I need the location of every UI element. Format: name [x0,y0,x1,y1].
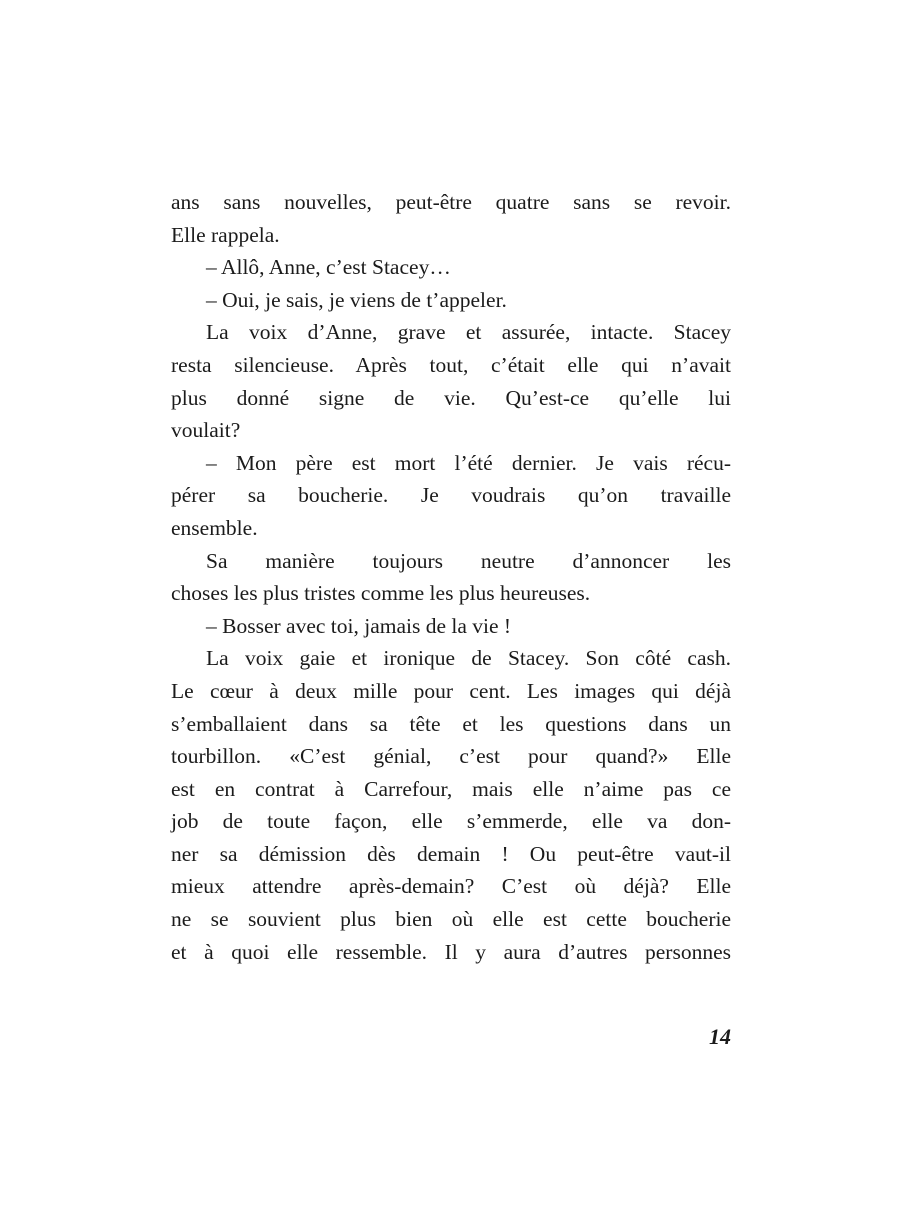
text-line: Elle rappela. [171,222,280,247]
text-line: La voix gaie et ironique de Stacey. Son côté cash. [206,646,731,671]
text-line: – Oui, je sais, je viens de t’appeler. [206,287,507,312]
text-line: voulait? [171,418,241,443]
text-line: est en contrat à Carrefour, mais elle n’aime pas ce [171,776,731,801]
text-line: s’emballaient dans sa tête et les questions dans un [171,711,731,736]
text-line: plus donné signe de vie. Qu’est-ce qu’elle lui [171,385,731,410]
text-line: resta silencieuse. Après tout, c’était elle qui n’avait [171,352,731,377]
body-text [171,186,731,968]
text-line: tourbillon. «C’est génial, c’est pour quand?» Elle [171,744,731,769]
text-line: ner sa démission dès demain ! Ou peut-être vaut-il [171,841,731,866]
text-line: ensemble. [171,515,258,540]
text-line: Le cœur à deux mille pour cent. Les images qui déjà [171,678,731,703]
text-line: La voix d’Anne, grave et assurée, intacte. Stacey [206,320,731,345]
text-line: et à quoi elle ressemble. Il y aura d’autres personnes [171,939,731,964]
page-number: 14 [709,1024,731,1049]
text-line: – Allô, Anne, c’est Stacey… [206,255,451,280]
text-line: ans sans nouvelles, peut-être quatre sans se revoir. [171,190,731,214]
text-line: – Mon père est mort l’été dernier. Je vais récu- [206,450,731,475]
text-line: – Bosser avec toi, jamais de la vie ! [206,613,512,638]
text-line: mieux attendre après-demain? C’est où déjà? Elle [171,874,731,899]
text-line: ne se souvient plus bien où elle est cette boucherie [171,907,731,932]
text-line: Sa manière toujours neutre d’annoncer les [206,548,731,573]
text-line: job de toute façon, elle s’emmerde, elle va don- [171,809,731,834]
text-line: pérer sa boucherie. Je voudrais qu’on travaille [171,483,731,508]
text-line: choses les plus tristes comme les plus heureuses. [171,581,591,606]
